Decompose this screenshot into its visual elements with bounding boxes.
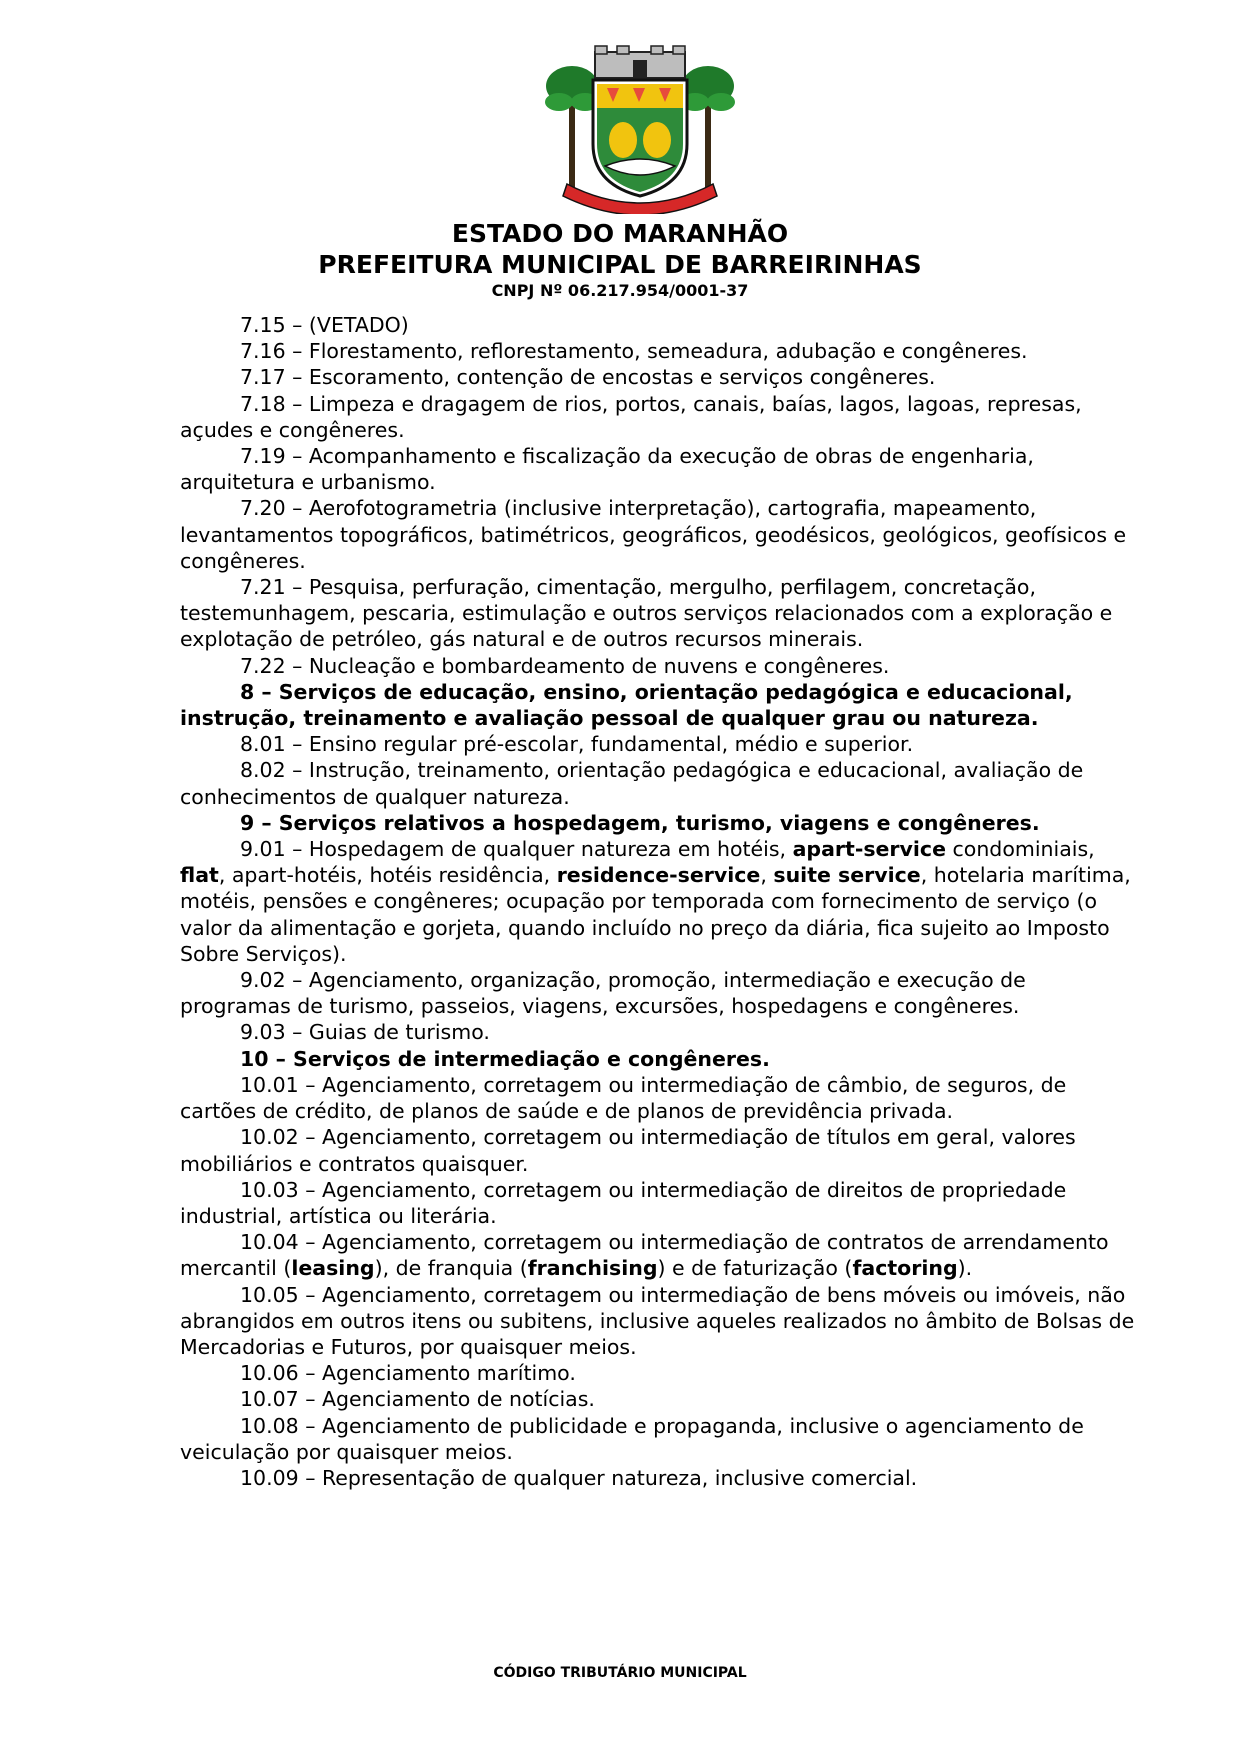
bold-text: factoring [852, 1256, 958, 1281]
prefecture-title: PREFEITURA MUNICIPAL DE BARREIRINHAS [318, 250, 922, 279]
paragraph [180, 1072, 1140, 1124]
text-segment: 10.07 – Agenciamento de notícias. [240, 1387, 595, 1412]
text-segment: 7.17 – Escoramento, contenção de encostas e serviços congêneres. [240, 365, 936, 390]
paragraph [180, 1282, 1140, 1361]
paragraph [180, 967, 1140, 1019]
bold-text: flat [180, 863, 219, 888]
bold-text: suite service [773, 863, 921, 888]
text-segment: ), de franquia ( [374, 1256, 528, 1281]
paragraph [180, 1124, 1140, 1176]
paragraph [180, 836, 1140, 967]
paragraph [180, 1019, 1140, 1045]
text-segment: 8.01 – Ensino regular pré-escolar, fundamental, médio e superior. [240, 732, 914, 757]
paragraph [180, 364, 1140, 390]
text-segment: 9.03 – Guias de turismo. [240, 1020, 490, 1045]
paragraph [180, 495, 1140, 574]
text-segment: 7.20 – Aerofotogrametria (inclusive interpretação), cartografia, mapeamento, levantamentos topográficos, batimétricos, geográficos, geodésicos, geológicos, geofísicos e congêneres. [180, 496, 1127, 573]
document-header [0, 218, 1240, 302]
paragraph [180, 653, 1140, 679]
paragraph [180, 1360, 1140, 1386]
text-segment: 7.18 – Limpeza e dragagem de rios, portos, canais, baías, lagos, lagoas, represas, açudes e congêneres. [180, 391, 1082, 442]
bold-text: leasing [291, 1256, 375, 1281]
text-segment: 7.22 – Nucleação e bombardeamento de nuvens e congêneres. [240, 653, 890, 678]
state-title: ESTADO DO MARANHÃO [451, 219, 789, 248]
paragraph [180, 1465, 1140, 1491]
paragraph [180, 391, 1140, 443]
text-segment: 7.21 – Pesquisa, perfuração, cimentação, mergulho, perfilagem, concretação, testemunhagem, pescaria, estimulação e outros serviços relacionados com a exploração e explotação de petróleo, gás natural e de outros recursos minerais. [180, 575, 1113, 652]
page-footer: CÓDIGO TRIBUTÁRIO MUNICIPAL [493, 1665, 747, 1681]
bold-text: 9 – Serviços relativos a hospedagem, turismo, viagens e congêneres. [240, 810, 1040, 835]
municipal-crest [545, 44, 735, 214]
text-segment: ). [957, 1256, 973, 1281]
text-segment: 8.02 – Instrução, treinamento, orientação pedagógica e educacional, avaliação de conhecimentos de qualquer natureza. [180, 758, 1084, 809]
text-segment: 7.19 – Acompanhamento e fiscalização da execução de obras de engenharia, arquitetura e urbanismo. [180, 444, 1034, 495]
text-segment: 7.16 – Florestamento, reflorestamento, semeadura, adubação e congêneres. [240, 339, 1028, 364]
paragraph [180, 1046, 1140, 1072]
text-segment: , [760, 863, 774, 888]
paragraph [180, 757, 1140, 809]
cnpj-line: CNPJ Nº 06.217.954/0001-37 [491, 281, 749, 300]
text-segment: 10.05 – Agenciamento, corretagem ou intermediação de bens móveis ou imóveis, não abrangidos em outros itens ou subitens, inclusive aqueles realizados no âmbito de Bolsas de Mercadorias e Futuros, por quaisquer meios. [180, 1282, 1135, 1359]
document-body [180, 312, 1140, 1491]
text-segment: , apart-hotéis, hotéis residência, [218, 863, 557, 888]
text-segment: 9.02 – Agenciamento, organização, promoção, intermediação e execução de programas de turismo, passeios, viagens, excursões, hospedagens e congêneres. [180, 968, 1026, 1019]
bold-text: residence-service [556, 863, 761, 888]
text-segment: 10.08 – Agenciamento de publicidade e propaganda, inclusive o agenciamento de veiculação por quaisquer meios. [180, 1413, 1084, 1464]
text-segment: 10.09 – Representação de qualquer natureza, inclusive comercial. [240, 1465, 918, 1490]
bold-text: franchising [527, 1256, 658, 1281]
paragraph [180, 1229, 1140, 1281]
paragraph [180, 1413, 1140, 1465]
paragraph [180, 312, 1140, 338]
text-segment: 10.06 – Agenciamento marítimo. [240, 1361, 576, 1386]
palm-tree-left-icon [545, 66, 599, 194]
text-segment: condominiais, [945, 837, 1095, 862]
text-segment: 10.04 – Agenciamento, corretagem ou intermediação de contratos de arrendamento mercantil ( [180, 1230, 1109, 1281]
paragraph [180, 1386, 1140, 1412]
bold-text: 10 – Serviços de intermediação e congêneres. [240, 1046, 770, 1071]
paragraph [180, 810, 1140, 836]
bold-text: 8 – Serviços de educação, ensino, orientação pedagógica e educacional, instrução, treinamento e avaliação pessoal de qualquer grau ou natureza. [180, 679, 1073, 731]
mural-crown-icon [595, 46, 685, 78]
paragraph [180, 338, 1140, 364]
shield-icon [593, 80, 687, 196]
paragraph [180, 679, 1140, 731]
text-segment: 7.15 – (VETADO) [240, 313, 409, 337]
paragraph [180, 574, 1140, 653]
paragraph [180, 443, 1140, 495]
text-segment: ) e de faturização ( [657, 1256, 853, 1281]
text-segment: 9.01 – Hospedagem de qualquer natureza em hotéis, [240, 837, 793, 862]
paragraph [180, 731, 1140, 757]
text-segment: 10.01 – Agenciamento, corretagem ou intermediação de câmbio, de seguros, de cartões de crédito, de planos de saúde e de planos de previdência privada. [180, 1072, 1067, 1124]
text-segment: 10.02 – Agenciamento, corretagem ou intermediação de títulos em geral, valores mobiliários e contratos quaisquer. [180, 1125, 1076, 1176]
text-segment: 10.03 – Agenciamento, corretagem ou intermediação de direitos de propriedade industrial, artística ou literária. [180, 1177, 1067, 1228]
bold-text: apart-service [792, 837, 946, 862]
paragraph [180, 1177, 1140, 1229]
text-segment: , hotelaria marítima, motéis, pensões e congêneres; ocupação por temporada com fornecimento de serviço (o valor da alimentação e gorjeta, quando incluído no preço da diária, fica sujeito ao Imposto Sobre Serviços). [180, 863, 1131, 966]
palm-tree-right-icon [681, 66, 735, 194]
